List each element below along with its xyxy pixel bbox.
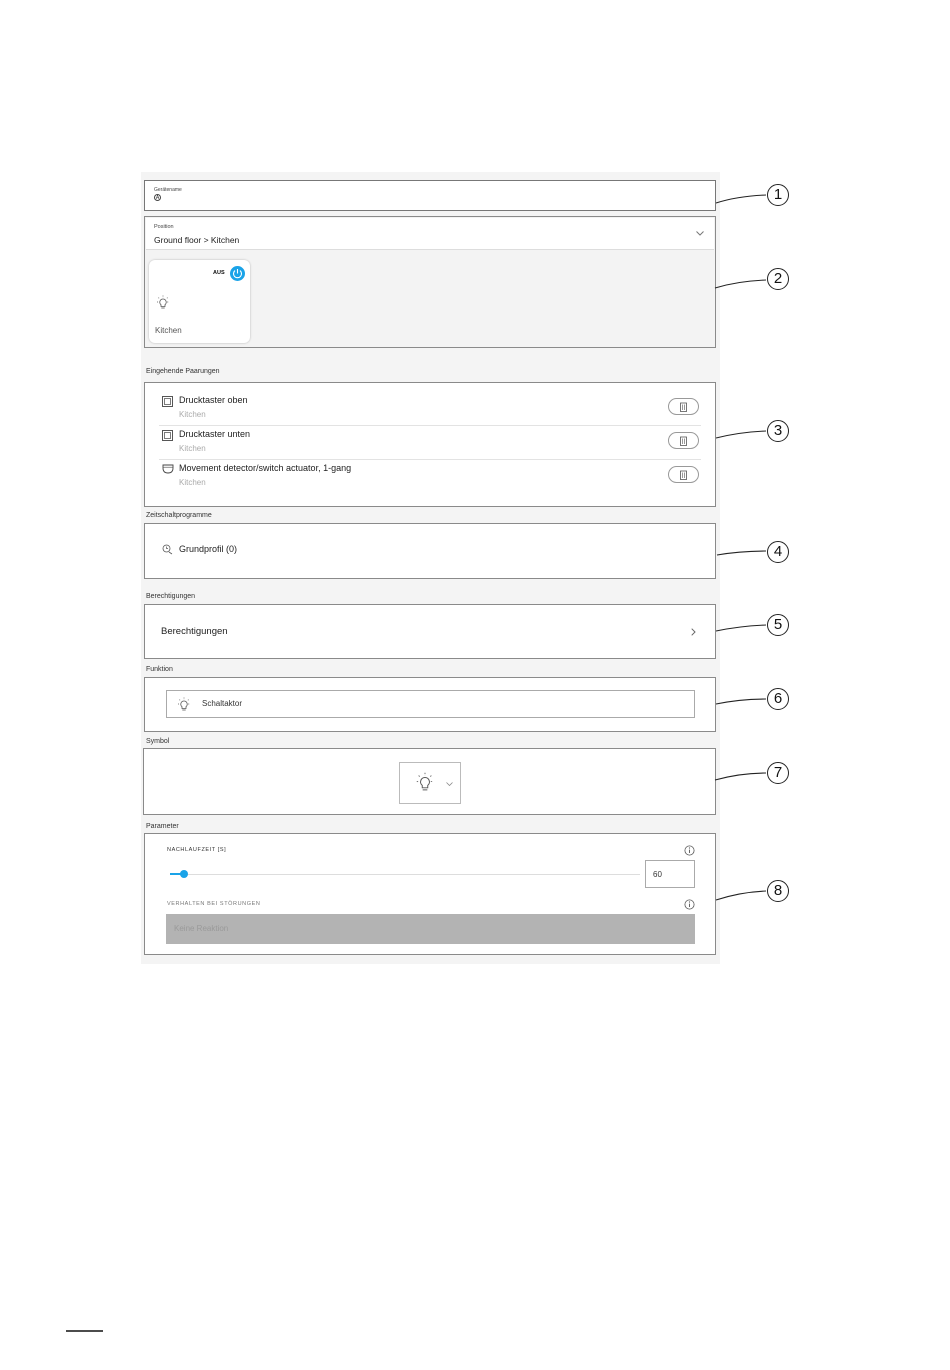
pairing-room: Kitchen xyxy=(179,444,206,453)
timer-program-name: Grundprofil (0) xyxy=(179,544,238,554)
permissions-section-label: Berechtigungen xyxy=(146,593,196,600)
pairing-name: Movement detector/switch actuator, 1-gang xyxy=(179,463,352,473)
pairing-room: Kitchen xyxy=(179,478,206,487)
callout-2: 2 xyxy=(767,268,789,290)
pairings-section-label: Eingehende Paarungen xyxy=(146,368,220,375)
pairing-name: Drucktaster oben xyxy=(179,395,248,405)
callout-1: 1 xyxy=(767,184,789,206)
fault-behavior-value: Keine Reaktion xyxy=(174,924,229,933)
fault-behavior-label: VERHALTEN BEI STÖRUNGEN xyxy=(167,901,261,907)
function-value: Schaltaktor xyxy=(202,699,243,708)
position-value: Ground floor > Kitchen xyxy=(154,235,240,245)
callout-6: 6 xyxy=(767,688,789,710)
callout-3: 3 xyxy=(767,420,789,442)
position-label: Position xyxy=(154,224,174,230)
device-name-value: A xyxy=(155,195,160,201)
pairing-name: Drucktaster unten xyxy=(179,429,251,439)
symbol-section-label: Symbol xyxy=(146,738,170,745)
device-name-label: Gerätename xyxy=(154,187,182,193)
callout-4: 4 xyxy=(767,541,789,563)
permissions-label: Berechtigungen xyxy=(161,626,228,637)
timer-section-label: Zeitschaltprogramme xyxy=(146,512,212,519)
pairing-room: Kitchen xyxy=(179,410,206,419)
callout-5: 5 xyxy=(767,614,789,636)
run-on-time-value: 60 xyxy=(653,870,662,879)
callout-8: 8 xyxy=(767,880,789,902)
parameters-section-label: Parameter xyxy=(146,823,179,830)
function-section-label: Funktion xyxy=(146,666,173,673)
state-badge: AUS xyxy=(213,270,225,276)
run-on-time-label: NACHLAUFZEIT [S] xyxy=(167,847,227,853)
tile-room: Kitchen xyxy=(155,326,182,335)
callout-7: 7 xyxy=(767,762,789,784)
